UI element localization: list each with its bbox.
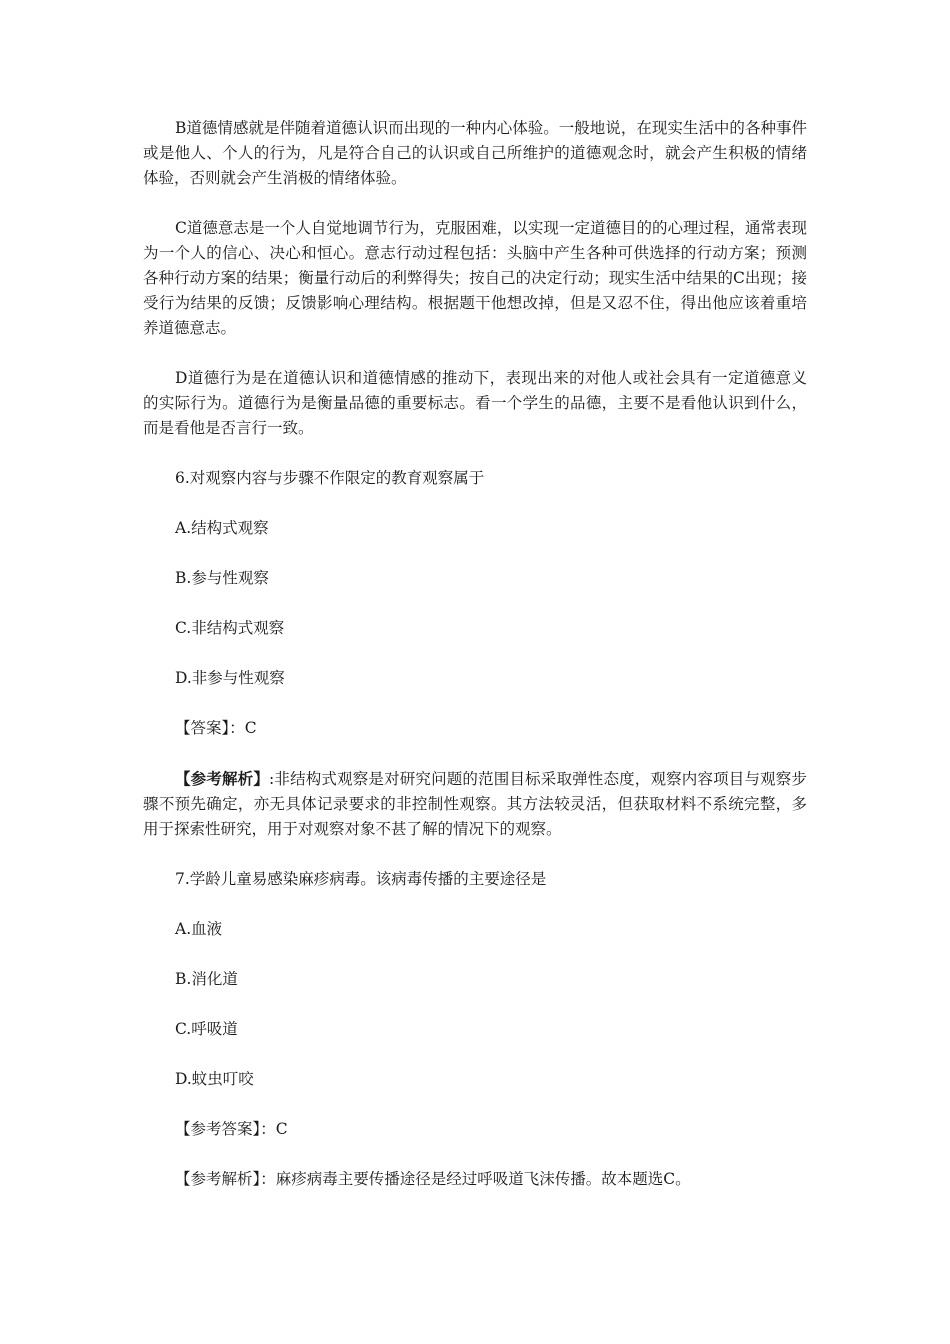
q6-answer xyxy=(143,716,807,741)
document-page xyxy=(143,116,807,1192)
q7-option-c: C.呼吸道 xyxy=(175,1020,238,1038)
q7-option-d: D.蚊虫叮咬 xyxy=(175,1070,254,1088)
q6-question: 6.对观察内容与步骤不作限定的教育观察属于 xyxy=(175,469,485,487)
q6-analysis-text: :非结构式观察是对研究问题的范围目标采取弹性态度，观察内容项目与观察步骤不预先确定，亦无具体记录要求的非控制性观察。其方法较灵活，但获取材料不系统完整，多用于探索性研究，用于对观察对象不甚了解的情况下的观察。 xyxy=(143,770,807,838)
q7-option-b: B.消化道 xyxy=(175,970,238,988)
q7-analysis-label: 【参考解析】 xyxy=(175,1170,261,1188)
q6-analysis-label: 【参考解析】 xyxy=(175,769,270,788)
q6-answer-label: 【答案】 xyxy=(175,719,230,737)
q6-option-b: B.参与性观察 xyxy=(175,569,269,587)
analysis-c-paragraph: C道德意志是一个人自觉地调节行为，克服困难，以实现一定道德目的的心理过程，通常表现为一个人的信心、决心和恒心。意志行动过程包括：头脑中产生各种可供选择的行动方案；预测各种行动方案的结果；衡量行动后的利弊得失；按自己的决定行动；现实生活中结果的C出现；接受行为结果的反馈；反馈影响心理结构。根据题干他想改掉，但是又忍不住，得出他应该着重培养道德意志。 xyxy=(143,219,807,337)
q7-answer xyxy=(143,1117,807,1142)
q6-analysis xyxy=(143,766,807,842)
q6-option-d: D.非参与性观察 xyxy=(175,669,285,687)
q7-option-a: A.血液 xyxy=(175,920,223,938)
q7-analysis-text: ：麻疹病毒主要传播途径是经过呼吸道飞沫传播。故本题选C。 xyxy=(260,1170,691,1188)
q6-option-c: C.非结构式观察 xyxy=(175,619,285,637)
analysis-b-paragraph: B道德情感就是伴随着道德认识而出现的一种内心体验。一般地说，在现实生活中的各种事件或是他人、个人的行为，凡是符合自己的认识或自己所维护的道德观念时，就会产生积极的情绪体验，否则就会产生消极的情绪体验。 xyxy=(143,119,807,187)
q6-answer-value: ：C xyxy=(229,719,257,737)
q7-answer-value: ：C xyxy=(260,1120,288,1138)
analysis-d-paragraph: D道德行为是在道德认识和道德情感的推动下，表现出来的对他人或社会具有一定道德意义的实际行为。道德行为是衡量品德的重要标志。看一个学生的品德，主要不是看他认识到什么，而是看他是否言行一致。 xyxy=(143,369,807,437)
q7-answer-label: 【参考答案】 xyxy=(175,1120,261,1138)
q6-option-a: A.结构式观察 xyxy=(175,519,269,537)
q7-question: 7.学龄儿童易感染麻疹病毒。该病毒传播的主要途径是 xyxy=(175,870,547,888)
q7-analysis xyxy=(143,1167,807,1192)
